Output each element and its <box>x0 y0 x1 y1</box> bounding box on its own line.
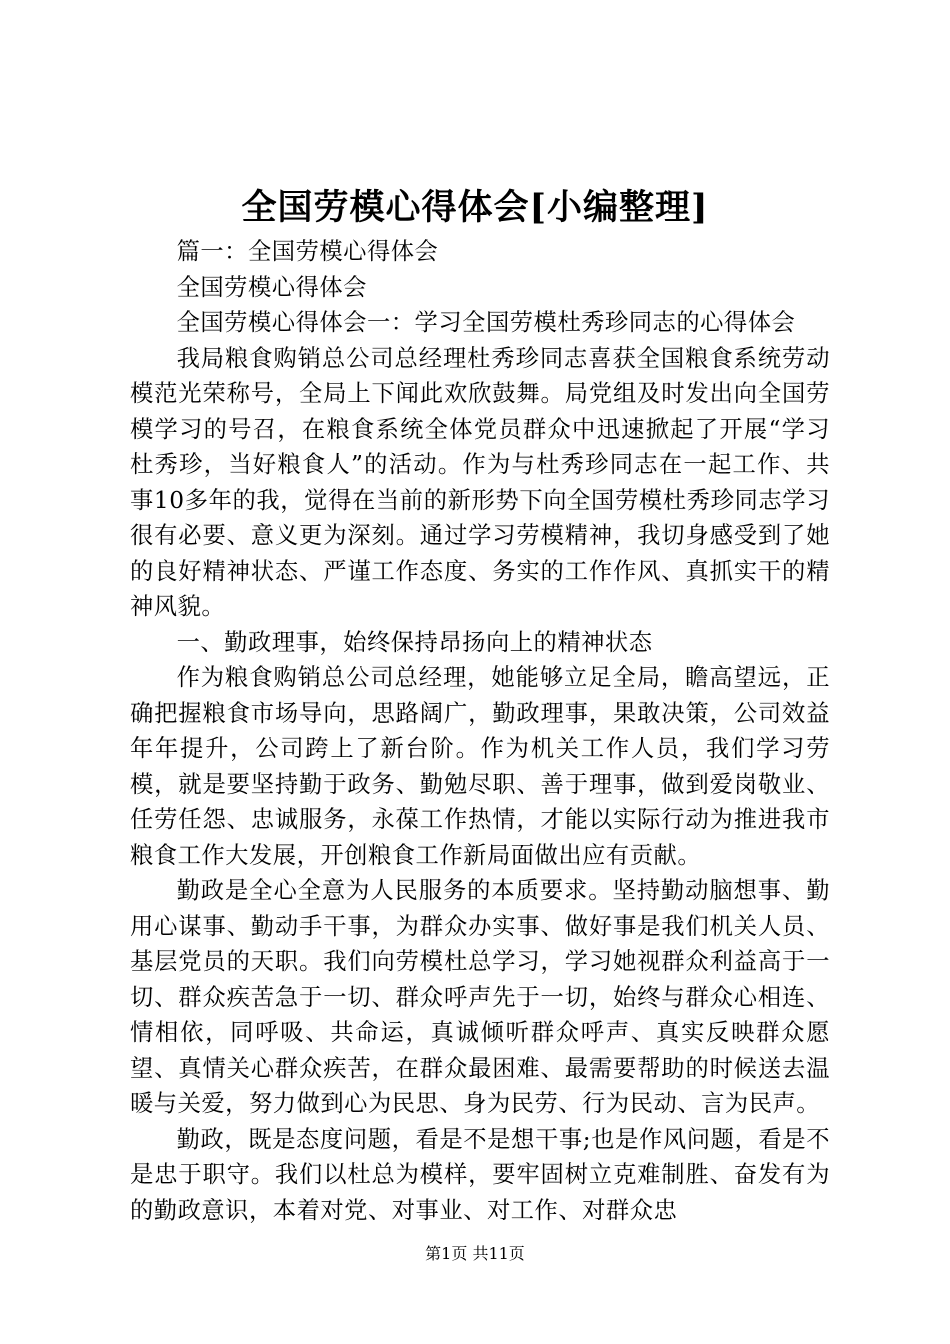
subsection-heading: 一、勤政理事，始终保持昂扬向上的精神状态 <box>176 628 653 656</box>
section-heading: 篇一：全国劳模心得体会 <box>176 238 439 265</box>
page-number: 第1页 共11页 <box>425 1244 525 1263</box>
document-body <box>130 234 830 1228</box>
body-paragraph: 勤政，既是态度问题，看是不是想干事;也是作风问题，看是不是忠于职守。我们以杜总为模样，要牢固树立克难制胜、奋发有为的勤政意识，本着对党、对事业、对工作、对群众忠 <box>130 1125 830 1224</box>
document-title: 全国劳模心得体会[小编整理] <box>241 187 709 228</box>
body-paragraph: 我局粮食购销总公司总经理杜秀珍同志喜获全国粮食系统劳动模范光荣称号，全局上下闻此欢欣鼓舞。局党组及时发出向全国劳模学习的号召，在粮食系统全体党员群众中迅速掀起了开展“学习杜秀珍，当好粮食人”的活动。作为与杜秀珍同志在一起工作、共事10多年的我，觉得在当前的新形势下向全国劳模杜秀珍同志学习很有必要、意义更为深刻。通过学习劳模精神，我切身感受到了她的良好精神状态、严谨工作态度、务实的工作作风、真抓实干的精神风貌。 <box>130 344 830 620</box>
body-paragraph: 作为粮食购销总公司总经理，她能够立足全局，瞻高望远，正确把握粮食市场导向，思路阔广，勤政理事，果敢决策，公司效益年年提升，公司跨上了新台阶。作为机关工作人员，我们学习劳模，就是要坚持勤于政务、勤勉尽职、善于理事，做到爱岗敬业、任劳任怨、忠诚服务，永葆工作热情，才能以实际行动为推进我市粮食工作大发展，开创粮食工作新局面做出应有贡献。 <box>130 664 830 869</box>
article-subtitle: 全国劳模心得体会一：学习全国劳模杜秀珍同志的心得体会 <box>176 309 796 336</box>
article-title: 全国劳模心得体会 <box>176 273 367 301</box>
body-paragraph: 勤政是全心全意为人民服务的本质要求。坚持勤动脑想事、勤用心谋事、勤动手干事，为群众办实事、做好事是我们机关人员、基层党员的天职。我们向劳模杜总学习，学习她视群众利益高于一切、群众疾苦急于一切、群众呼声先于一切，始终与群众心相连、情相依，同呼吸、共命运，真诚倾听群众呼声、真实反映群众愿望、真情关心群众疾苦，在群众最困难、最需要帮助的时候送去温暖与关爱，努力做到心为民思、身为民劳、行为民动、言为民声。 <box>130 877 830 1117</box>
